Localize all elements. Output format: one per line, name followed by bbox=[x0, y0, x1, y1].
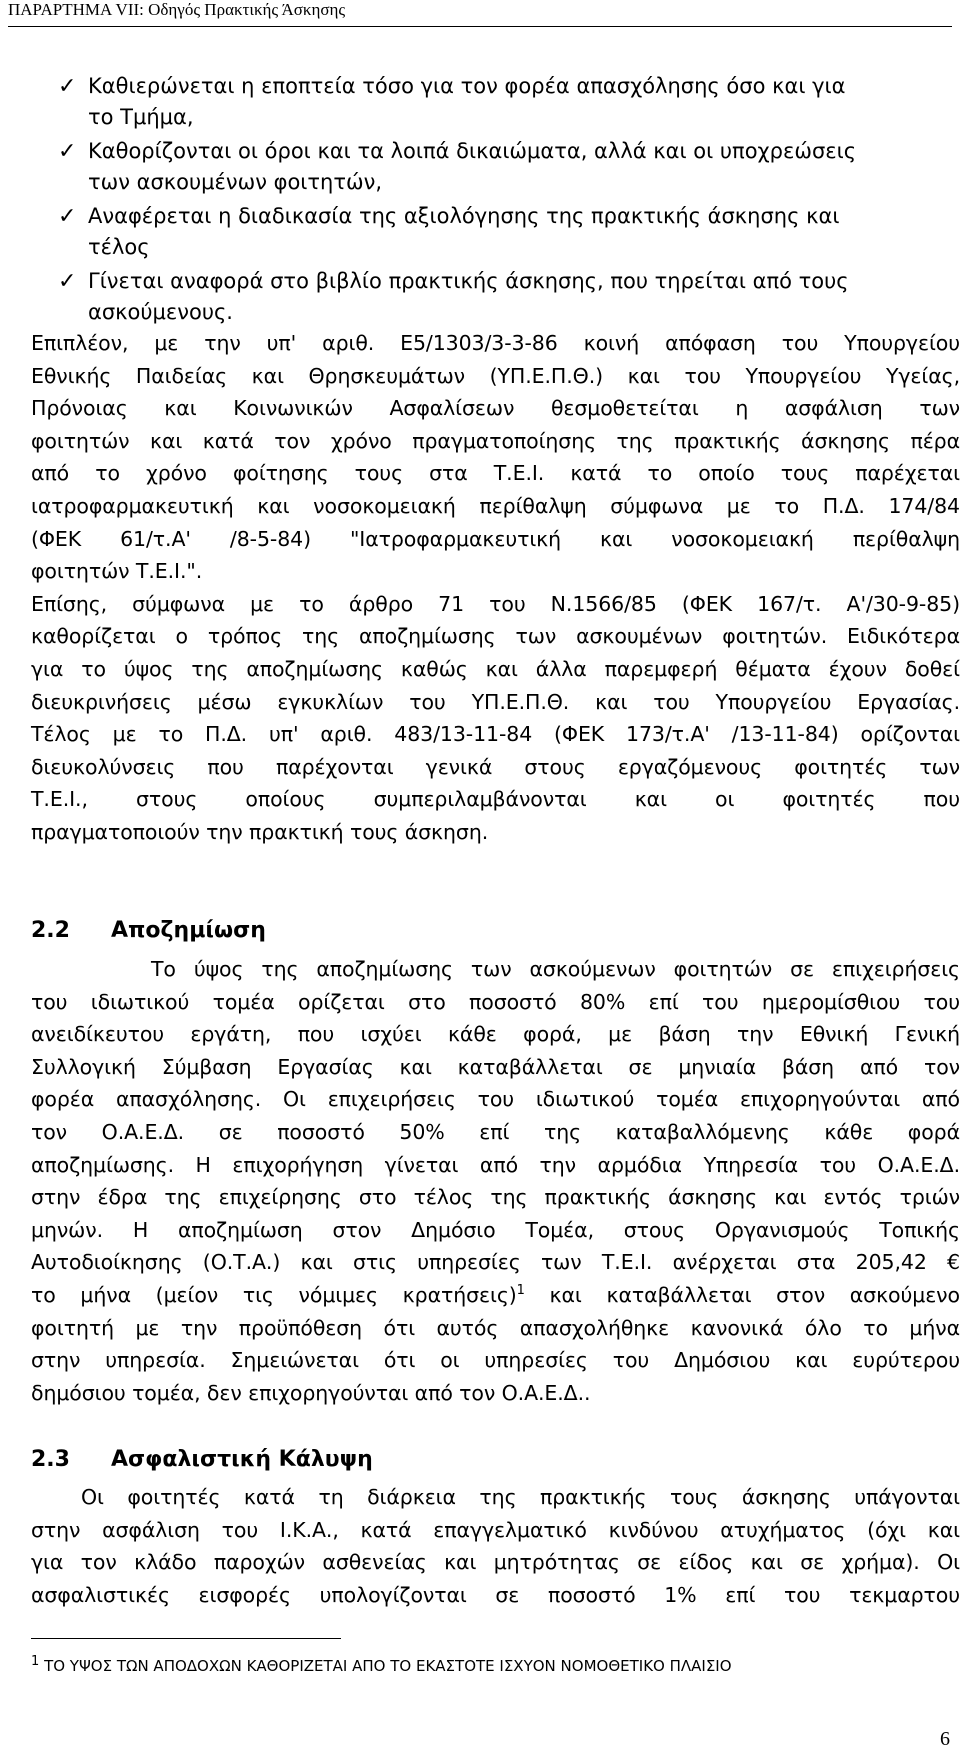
check-item-line: των ασκουμένων φοιτητών, bbox=[88, 170, 382, 194]
paragraph-line: Πρόνοιας και Κοινωνικών Ασφαλίσεων θεσμοθετείται η ασφάλιση των bbox=[31, 396, 960, 421]
paragraph-line-part: και καταβάλλεται στον ασκούμενο bbox=[524, 1282, 960, 1307]
section-number: 2.3 bbox=[31, 1447, 70, 1472]
paragraph-line: στην υπηρεσία. Σημειώνεται ότι οι υπηρεσίες του Δημόσιου και ευρύτερου bbox=[31, 1348, 960, 1373]
check-item-line: Αναφέρεται η διαδικασία της αξιολόγησης της πρακτικής άσκησης και bbox=[88, 204, 840, 228]
paragraph-line-part: το μήνα (μείον τις νόμιμες κρατήσεις) bbox=[31, 1282, 517, 1307]
footnote-separator bbox=[31, 1638, 341, 1639]
paragraph-line: (ΦΕΚ 61/τ.Α' /8-5-84) "Ιατροφαρμακευτική και νοσοκομειακή περίθαλψη bbox=[31, 526, 960, 551]
check-item-text bbox=[88, 266, 930, 328]
paragraph-line: φοιτητή με την προϋπόθεση ότι αυτός απασχολήθηκε κανονικά όλο το μήνα bbox=[31, 1315, 960, 1340]
check-item bbox=[58, 136, 958, 198]
section-title: Αποζημίωση bbox=[111, 918, 266, 943]
check-item bbox=[58, 266, 958, 328]
check-item-text bbox=[88, 71, 930, 133]
paragraph-line: ασφαλιστικές εισφορές υπολογίζονται σε ποσοστό 1% επί του τεκμαρτου bbox=[31, 1582, 960, 1607]
footnote-reference[interactable]: 1 bbox=[516, 1283, 525, 1299]
footnote bbox=[31, 1656, 732, 1676]
paragraph-line: Επίσης, σύμφωνα με το άρθρο 71 του Ν.1566/85 (ΦΕΚ 167/τ. Α'/30-9-85) bbox=[31, 591, 960, 616]
page-number: 6 bbox=[940, 1728, 950, 1750]
paragraph-line: ιατροφαρμακευτική και νοσοκομειακή περίθαλψη σύμφωνα με το Π.Δ. 174/84 bbox=[31, 493, 960, 518]
footnote-text: ΤΟ ΥΨΟΣ ΤΩΝ ΑΠΟΔΟΧΩΝ ΚΑΘΟΡΙΖΕΤΑΙ ΑΠΟ ΤΟ ΕΚΑΣΤΟΤΕ ΙΣΧΥΟΝ ΝΟΜΟΘΕΤΙΚΟ ΠΛΑΙΣΙΟ bbox=[44, 1657, 732, 1675]
check-item-line: Καθορίζονται οι όροι και τα λοιπά δικαιώματα, αλλά και οι υποχρεώσεις bbox=[88, 139, 857, 163]
section-heading-2-3 bbox=[31, 1445, 373, 1475]
paragraph-line: Αυτοδιοίκησης (Ο.Τ.Α.) και στις υπηρεσίες των Τ.Ε.Ι. ανέρχεται στα 205,42 € bbox=[31, 1250, 960, 1275]
paragraph-line: Οι φοιτητές κατά τη διάρκεια της πρακτικής τους άσκησης υπάγονται bbox=[81, 1485, 960, 1509]
paragraph-insurance bbox=[31, 1481, 960, 1611]
checkmark-icon: ✓ bbox=[58, 204, 77, 229]
checklist bbox=[58, 71, 958, 331]
checkmark-icon: ✓ bbox=[58, 74, 77, 99]
check-item bbox=[58, 71, 958, 133]
section-title: Ασφαλιστική Κάλυψη bbox=[111, 1447, 373, 1472]
header-title: ΠΑΡΑΡΤΗΜΑ VII: Οδηγός Πρακτικής Άσκησης bbox=[8, 0, 346, 19]
paragraph-line bbox=[31, 1279, 960, 1312]
paragraph-compensation bbox=[31, 953, 960, 1409]
paragraph-line: διευκολύνσεις που παρέχονται γενικά στους εργαζόμενους φοιτητές των bbox=[31, 754, 960, 779]
paragraph-line: μηνών. Η αποζημίωση στον Δημόσιο Τομέα, στους Οργανισμούς Τοπικής bbox=[31, 1217, 960, 1242]
section-number: 2.2 bbox=[31, 918, 70, 943]
check-item-line: ασκούμενους. bbox=[88, 300, 233, 324]
paragraph-line: ανειδίκευτου εργάτη, που ισχύει κάθε φορά, με βάση την Εθνική Γενική bbox=[31, 1022, 960, 1047]
paragraph-line: καθορίζεται ο τρόπος της αποζημίωσης των ασκουμένων φοιτητών. Ειδικότερα bbox=[31, 624, 960, 649]
check-item-text bbox=[88, 201, 930, 263]
paragraph-line: από το χρόνο φοίτησης τους στα Τ.Ε.Ι. κατά το οποίο τους παρέχεται bbox=[31, 461, 960, 486]
page-header bbox=[8, 0, 952, 27]
paragraph-line: δημόσιου τομέα, δεν επιχορηγούνται από τον Ο.Α.Ε.Δ.. bbox=[31, 1380, 591, 1405]
paragraph-line: Τέλος με το Π.Δ. υπ' αριθ. 483/13-11-84 (ΦΕΚ 173/τ.Α' /13-11-84) ορίζονται bbox=[31, 722, 960, 747]
paragraph-line: Το ύψος της αποζημίωσης των ασκούμενων φοιτητών σε επιχειρήσεις bbox=[151, 957, 960, 981]
checkmark-icon: ✓ bbox=[58, 139, 77, 164]
paragraph-line: για το ύψος της αποζημίωσης καθώς και άλλα παρεμφερή θέματα έχουν δοθεί bbox=[31, 656, 960, 681]
paragraph-line: φοιτητών Τ.Ε.Ι.". bbox=[31, 559, 203, 584]
paragraph-line: του ιδιωτικού τομέα ορίζεται στο ποσοστό 80% επί του ημερομίσθιου του bbox=[31, 989, 960, 1014]
paragraph-line: φοιτητών και κατά τον χρόνο πραγματοποίησης της πρακτικής άσκησης πέρα bbox=[31, 428, 960, 453]
paragraph-line: Εθνικής Παιδείας και Θρησκευμάτων (ΥΠ.Ε.Π.Θ.) και του Υπουργείου Υγείας, bbox=[31, 363, 960, 388]
paragraph-line: πραγματοποιούν την πρακτική τους άσκηση. bbox=[31, 819, 489, 844]
paragraph-line: Τ.Ε.Ι., στους οποίους συμπεριλαμβάνονται και οι φοιτητές που bbox=[31, 787, 960, 812]
paragraph-legal-framework bbox=[31, 327, 960, 849]
paragraph-line: Συλλογική Σύμβαση Εργασίας και καταβάλλεται σε μηνιαία βάση από τον bbox=[31, 1054, 960, 1079]
checkmark-icon: ✓ bbox=[58, 269, 77, 294]
check-item-line: τέλος bbox=[88, 235, 150, 259]
check-item-text bbox=[88, 136, 930, 198]
check-item-line: το Τμήμα, bbox=[88, 105, 194, 129]
paragraph-line: τον Ο.Α.Ε.Δ. σε ποσοστό 50% επί της καταβαλλόμενης κάθε φορά bbox=[31, 1119, 960, 1144]
paragraph-line: στην έδρα της επιχείρησης στο τέλος της πρακτικής άσκησης και εντός τριών bbox=[31, 1185, 960, 1210]
footnote-number: 1 bbox=[31, 1654, 40, 1669]
check-item bbox=[58, 201, 958, 263]
paragraph-line: αποζημίωσης. Η επιχορήγηση γίνεται από την αρμόδια Υπηρεσία του Ο.Α.Ε.Δ. bbox=[31, 1152, 960, 1177]
check-item-line: Καθιερώνεται η εποπτεία τόσο για τον φορέα απασχόλησης όσο και για bbox=[88, 74, 846, 98]
section-heading-2-2 bbox=[31, 916, 266, 946]
paragraph-line: Επιπλέον, με την υπ' αριθ. Ε5/1303/3-3-86 κοινή απόφαση του Υπουργείου bbox=[31, 331, 960, 355]
paragraph-line: στην ασφάλιση του Ι.Κ.Α., κατά επαγγελματικό κινδύνου ατυχήματος (όχι και bbox=[31, 1517, 960, 1542]
paragraph-line: διευκρινήσεις μέσω εγκυκλίων του ΥΠ.Ε.Π.Θ. και του Υπουργείου Εργασίας. bbox=[31, 689, 960, 714]
paragraph-line: για τον κλάδο παροχών ασθενείας και μητρότητας σε είδος και σε χρήμα). Οι bbox=[31, 1550, 960, 1575]
paragraph-line: φορέα απασχόλησης. Οι επιχειρήσεις του ιδιωτικού τομέα επιχορηγούνται από bbox=[31, 1087, 960, 1112]
check-item-line: Γίνεται αναφορά στο βιβλίο πρακτικής άσκησης, που τηρείται από τους bbox=[88, 269, 849, 293]
